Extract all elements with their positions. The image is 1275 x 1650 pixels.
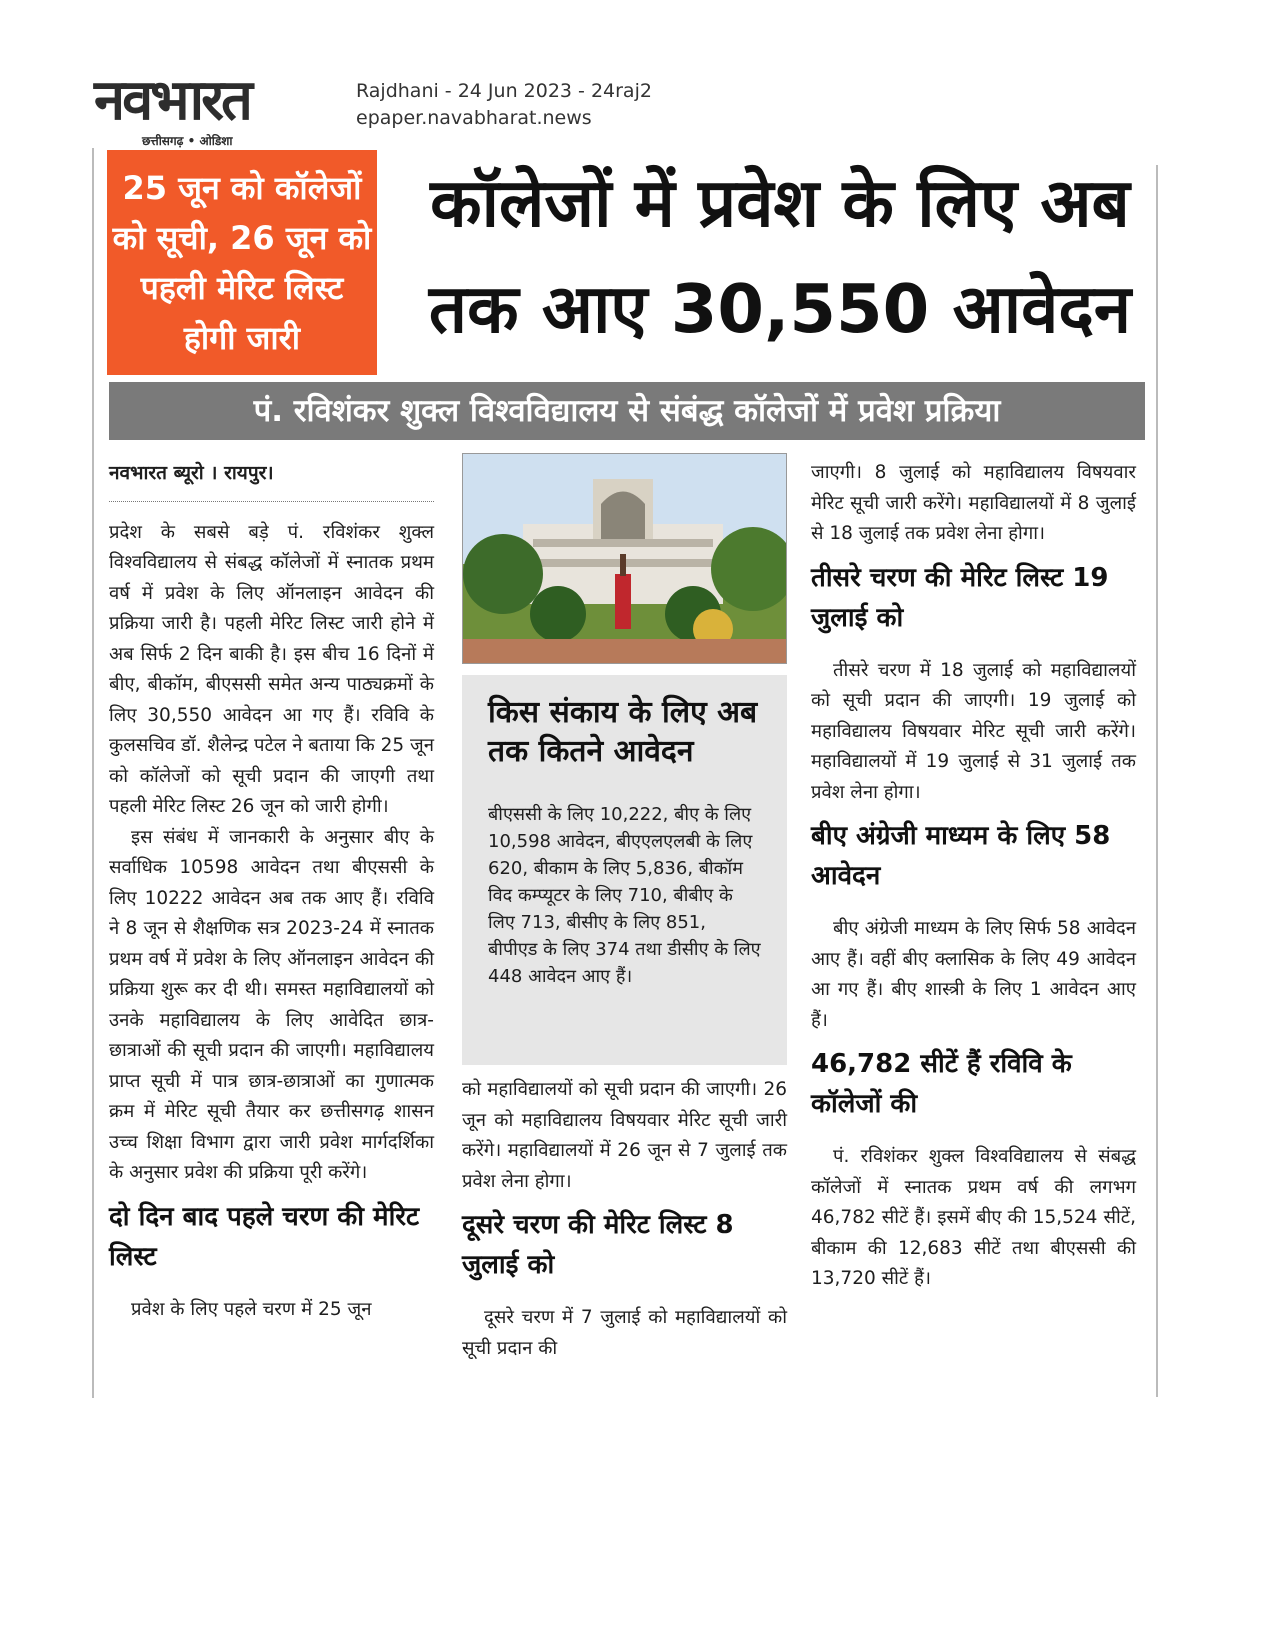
infobox-title: किस संकाय के लिए अब तक कितने आवेदन <box>488 695 758 769</box>
epaper-site: epaper.navabharat.news <box>356 107 592 129</box>
paragraph: जाएगी। 8 जुलाई को महाविद्यालय विषयवार मेरिट सूची जारी करेंगे। महाविद्यालयों में 8 जुलाई से 18 जुलाई तक प्रवेश लेना होगा। <box>811 462 1136 544</box>
paragraph: इस संबंध में जानकारी के अनुसार बीए के सर्वाधिक 10598 आवेदन तथा बीएससी के लिए 10222 आवेदन अब तक आए हैं। रविवि ने 8 जून से शैक्षणिक सत्र 2023-24 में स्नातक प्रथम वर्ष में प्रवेश के लिए ऑनलाइन आवेदन की प्रक्रिया शुरू कर दी थी। समस्त महाविद्यालयों को उनके महाविद्यालय के लिए आवेदित छात्र-छात्राओं की सूची प्रदान की जाएगी। महाविद्यालय प्राप्त सूची में पात्र छात्र-छात्राओं का गुणात्मक क्रम में मेरिट सूची तैयार कर छत्तीसगढ़ शासन उच्च शिक्षा विभाग द्वारा जारी प्रवेश मार्गदर्शिका के अनुसार प्रवेश की प्रक्रिया पूरी करेंगे। <box>109 826 434 1183</box>
article-column-2 <box>462 1075 787 1364</box>
university-building-photo <box>462 453 787 664</box>
newspaper-logo: नवभारत <box>94 68 250 133</box>
newspaper-masthead <box>92 70 332 150</box>
paragraph: पं. रविशंकर शुक्ल विश्वविद्यालय से संबद्ध कॉलेजों में स्नातक प्रथम वर्ष की लगभग 46,782 सीटें हैं। इसमें बीए की 15,524 सीटें, बीकाम की 12,683 सीटें तथा बीएससी की 13,720 सीटें हैं। <box>811 1146 1136 1289</box>
subheading: बीए अंग्रेजी माध्यम के लिए 58 आवेदन <box>811 821 1111 891</box>
paragraph: बीए अंग्रेजी माध्यम के लिए सिर्फ 58 आवेदन आए हैं। वहीं बीए क्लासिक के लिए 49 आवेदन आ गए हैं। बीए शास्त्री के लिए 1 आवेदन आए हैं। <box>811 918 1136 1031</box>
subheading: तीसरे चरण की मेरिट लिस्ट 19 जुलाई को <box>811 562 1109 633</box>
subheading: दूसरे चरण की मेरिट लिस्ट 8 जुलाई को <box>462 1210 734 1280</box>
applications-infobox <box>462 675 787 1065</box>
headline-line-2: तक आए 30,550 आवेदन <box>428 270 1132 348</box>
byline: नवभारत ब्यूरो । रायपुर। <box>109 458 434 502</box>
building-illustration <box>463 454 786 663</box>
article-column-3 <box>811 458 1136 1295</box>
subheading: 46,782 सीटें हैं रविवि के कॉलेजों की <box>811 1049 1072 1119</box>
edition-line: Rajdhani - 24 Jun 2023 - 24raj2 <box>356 80 652 102</box>
paragraph: को महाविद्यालयों को सूची प्रदान की जाएगी। 26 जून को महाविद्यालय विषयवार मेरिट सूची जारी करेंगे। महाविद्यालयों में 26 जून से 7 जुलाई तक प्रवेश लेना होगा। <box>462 1079 787 1192</box>
paragraph: तीसरे चरण में 18 जुलाई को महाविद्यालयों को सूची प्रदान की जाएगी। 19 जुलाई को महाविद्यालय विषयवार मेरिट सूची जारी करेंगे। महाविद्यालयों में 19 जुलाई से 31 जुलाई तक प्रवेश लेना होगा। <box>811 659 1136 803</box>
article-column-1 <box>109 458 434 1325</box>
headline-line-1: कॉलेजों में प्रवेश के लिए अब <box>430 164 1130 242</box>
main-headline <box>400 150 1160 362</box>
subheading: दो दिन बाद पहले चरण की मेरिट लिस्ट <box>109 1201 420 1272</box>
kicker-box: 25 जून को कॉलेजों को सूची, 26 जून को पहली मेरिट लिस्ट होगी जारी <box>107 150 377 375</box>
strap-banner: पं. रविशंकर शुक्ल विश्वविद्यालय से संबंद्ध कॉलेजों में प्रवेश प्रक्रिया <box>109 382 1145 440</box>
logo-subtitle: छत्तीसगढ़ • ओडिशा <box>142 134 233 148</box>
edition-info <box>356 78 652 132</box>
paragraph: प्रवेश के लिए पहले चरण में 25 जून <box>131 1298 372 1320</box>
paragraph: दूसरे चरण में 7 जुलाई को महाविद्यालयों को सूची प्रदान की <box>462 1307 787 1359</box>
left-margin-rule <box>92 148 94 1398</box>
paragraph: प्रदेश के सबसे बड़े पं. रविशंकर शुक्ल विश्वविद्यालय से संबद्ध कॉलेजों में स्नातक प्रथम वर्ष में प्रवेश के लिए ऑनलाइन आवेदन की प्रक्रिया जारी है। पहली मेरिट लिस्ट जारी होने में अब सिर्फ 2 दिन बाकी है। इस बीच 16 दिनों में बीए, बीकॉम, बीएससी समेत अन्य पाठ्यक्रमों के लिए 30,550 आवेदन आ गए हैं। रविवि के कुलसचिव डॉ. शैलेन्द्र पटेल ने बताया कि 25 जून को कॉलेजों को सूची प्रदान की जाएगी तथा पहली मेरिट लिस्ट 26 जून को जारी होगी। <box>109 521 434 817</box>
infobox-body: बीएससी के लिए 10,222, बीए के लिए 10,598 आवेदन, बीएएलएलबी के लिए 620, बीकाम के लिए 5,836, बीकॉम विद कम्प्यूटर के लिए 710, बीबीए के लिए 713, बीसीए के लिए 851, बीपीएड के लिए 374 तथा डीसीए के लिए 448 आवेदन आए हैं। <box>488 804 761 987</box>
